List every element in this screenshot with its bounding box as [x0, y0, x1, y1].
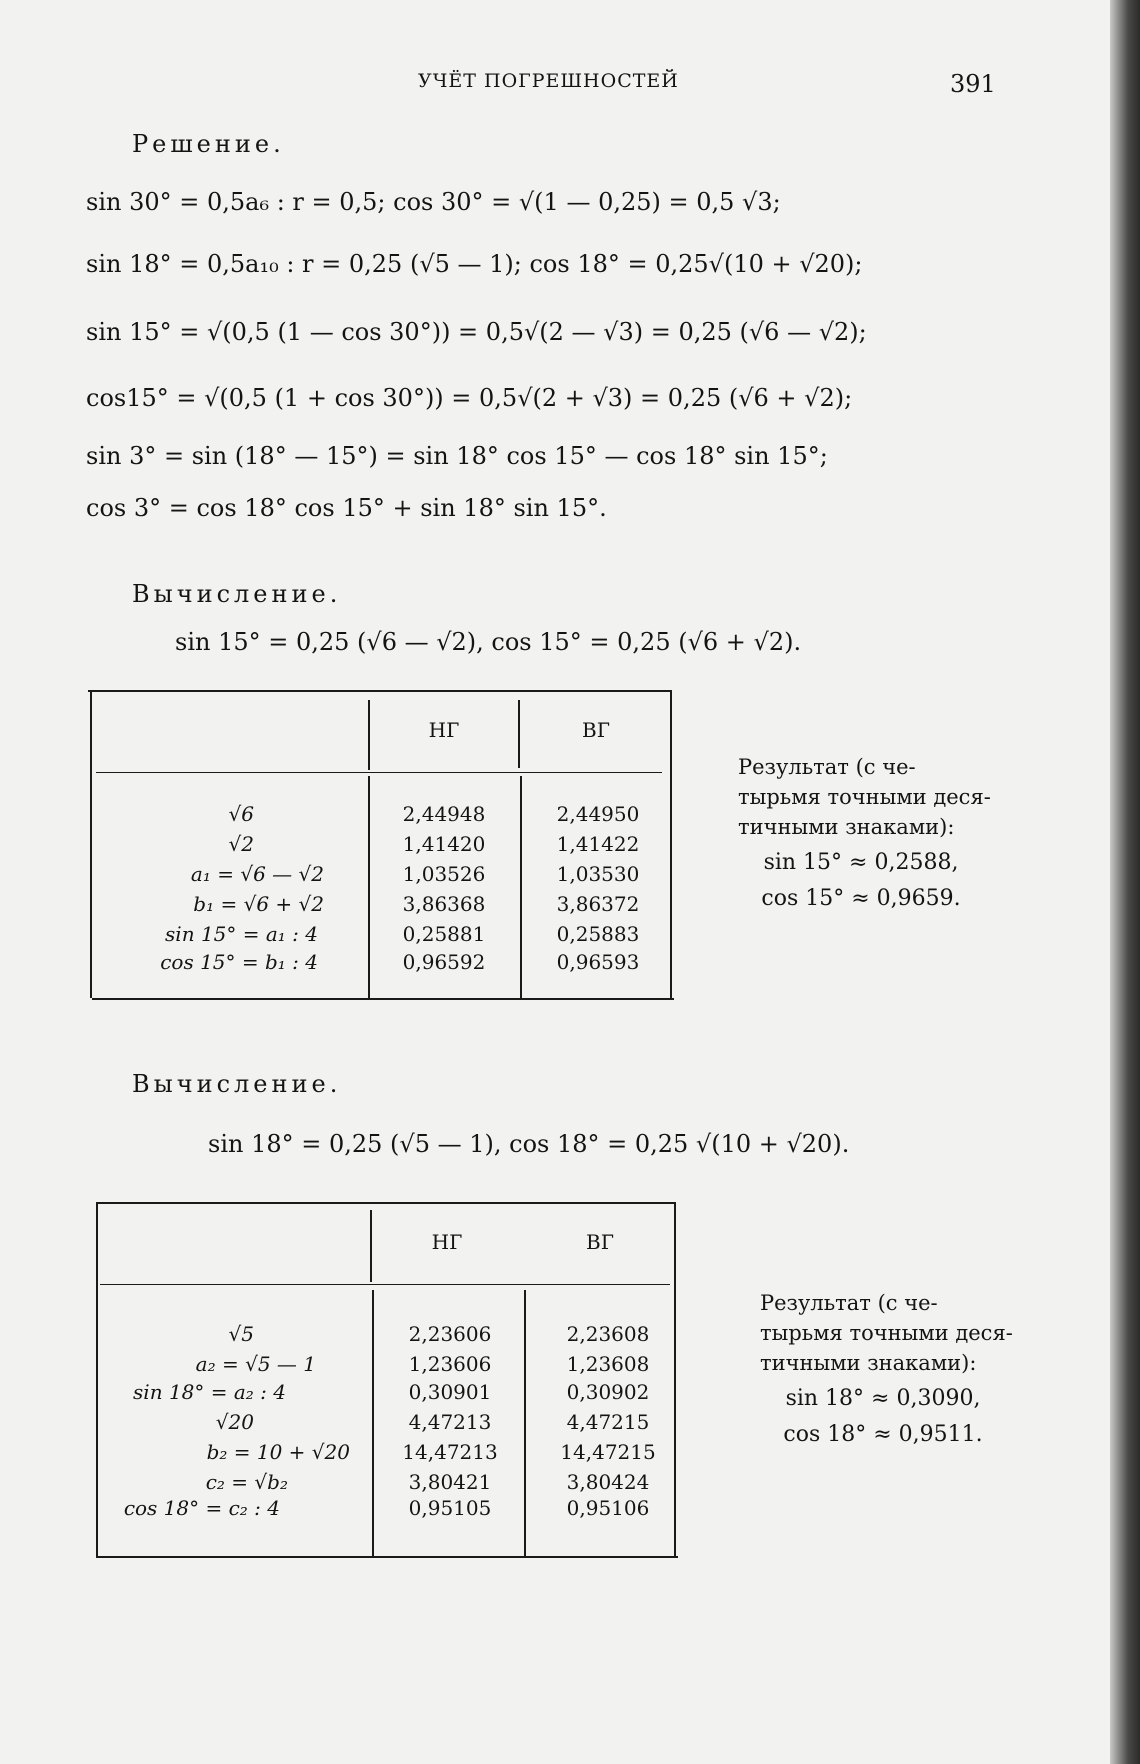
calc2-result: Результат (с че- тырьмя точными деся- тичными знаками): sin 18° ≈ 0,3090, cos 18° ≈ 0,9511. — [760, 1288, 1006, 1450]
calc1-col-ng: НГ — [428, 718, 460, 742]
table-row: b₂ = 10 + √20 14,47213 14,47215 — [206, 1440, 656, 1464]
solution-heading: Решение. — [132, 130, 285, 158]
formula-line-5: sin 3° = sin (18° — 15°) = sin 18° cos 15° — cos 18° sin 15°; — [86, 442, 828, 470]
table-row: √20 4,47213 4,47215 — [215, 1410, 650, 1434]
table-row: sin 15° = a₁ : 4 0,25881 0,25883 — [165, 922, 640, 946]
table-row: b₁ = √6 + √2 3,86368 3,86372 — [193, 892, 640, 916]
calc1-col-vg: ВГ — [582, 718, 610, 742]
table-row: cos 18° = c₂ : 4 0,95105 0,95106 — [123, 1496, 650, 1520]
table-row: sin 18° = a₂ : 4 0,30901 0,30902 — [133, 1380, 650, 1404]
formula-line-4: cos15° = √(0,5 (1 + cos 30°)) = 0,5√(2 + √3) = 0,25 (√6 + √2); — [86, 384, 853, 412]
table-row: √5 2,23606 2,23608 — [228, 1322, 650, 1346]
formula-line-6: cos 3° = cos 18° cos 15° + sin 18° sin 15°. — [86, 494, 607, 522]
calc1-result-sin: sin 15° ≈ 0,2588, — [763, 850, 959, 875]
table-row: √2 1,41420 1,41422 — [228, 832, 640, 856]
formula-line-1: sin 30° = 0,5a₆ : r = 0,5; cos 30° = √(1 — 0,25) = 0,5 √3; — [86, 188, 781, 216]
calc2-heading: Вычисление. — [132, 1070, 342, 1098]
table-row: a₂ = √5 — 1 1,23606 1,23608 — [195, 1352, 650, 1376]
calc1-heading: Вычисление. — [132, 580, 342, 608]
table-row: cos 15° = b₁ : 4 0,96592 0,96593 — [160, 950, 640, 974]
page-edge-shadow — [1110, 0, 1140, 1764]
running-header-title: УЧЁТ ПОГРЕШНОСТЕЙ — [418, 70, 679, 92]
calc1-result-cos: cos 15° ≈ 0,9659. — [761, 886, 961, 911]
table-row: a₁ = √6 — √2 1,03526 1,03530 — [190, 862, 640, 886]
calc1-formula: sin 15° = 0,25 (√6 — √2), cos 15° = 0,25 (√6 + √2). — [175, 628, 802, 656]
calc2-formula: sin 18° = 0,25 (√5 — 1), cos 18° = 0,25 √(10 + √20). — [208, 1130, 850, 1158]
calc2-col-ng: НГ — [431, 1230, 463, 1254]
calc2-col-vg: ВГ — [586, 1230, 614, 1254]
formula-line-3: sin 15° = √(0,5 (1 — cos 30°)) = 0,5√(2 — √3) = 0,25 (√6 — √2); — [86, 318, 867, 346]
page-number: 391 — [950, 70, 996, 98]
calc1-result: Результат (с че- тырьмя точными деся- тичными знаками): sin 15° ≈ 0,2588, cos 15° ≈ 0,9659. — [738, 752, 984, 914]
calc2-result-cos: cos 18° ≈ 0,9511. — [783, 1422, 983, 1447]
table-row: c₂ = √b₂ 3,80421 3,80424 — [205, 1470, 650, 1494]
calc2-result-sin: sin 18° ≈ 0,3090, — [785, 1386, 981, 1411]
formula-line-2: sin 18° = 0,5a₁₀ : r = 0,25 (√5 — 1); cos 18° = 0,25√(10 + √20); — [86, 250, 863, 278]
table-row: √6 2,44948 2,44950 — [228, 802, 640, 826]
